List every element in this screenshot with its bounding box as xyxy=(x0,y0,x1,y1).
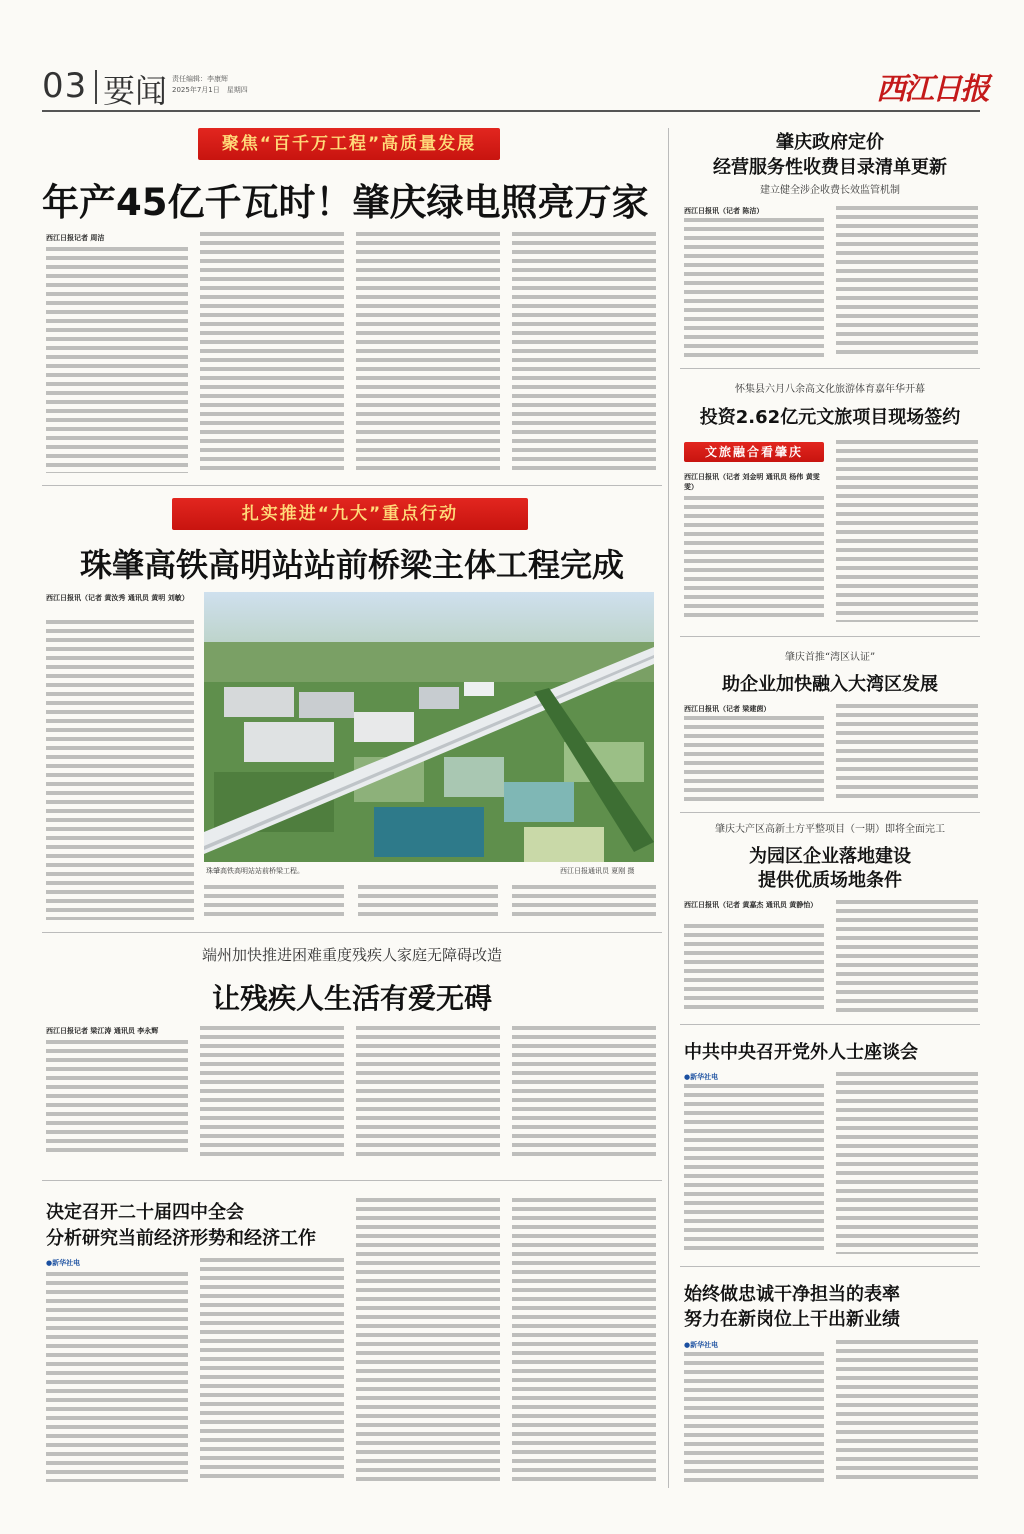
article4-title-line2[interactable]: 分析研究当前经济形势和经济工作 xyxy=(46,1228,316,1249)
newspaper-logo: 西江日报 xyxy=(876,72,988,107)
section-rule xyxy=(680,1024,980,1025)
article1-body-col1 xyxy=(46,247,188,473)
article1-body-col2 xyxy=(200,232,344,473)
side3-title[interactable]: 助企业加快融入大湾区发展 xyxy=(722,674,938,695)
side5-body-col2 xyxy=(836,1072,978,1254)
side5-body-col1 xyxy=(684,1084,824,1254)
article3-body-col1 xyxy=(46,1040,188,1156)
side3-body-col1 xyxy=(684,716,824,802)
article2-byline: 西江日报讯（记者 黄汝秀 通讯员 黄明 刘敏） xyxy=(46,594,189,602)
article1-body-col3 xyxy=(356,232,500,473)
section-rule xyxy=(680,368,980,369)
side2-kicker: 怀集县六月八余高文化旅游体育嘉年华开幕 xyxy=(735,384,925,395)
masthead-divider xyxy=(95,70,97,104)
page-number: 03 xyxy=(42,66,88,106)
article2-banner: 扎实推进“九大”重点行动 xyxy=(172,498,528,530)
side2-body-col1 xyxy=(684,496,824,622)
side4-byline: 西江日报讯（记者 黄嘉杰 通讯员 黄静怡） xyxy=(684,901,818,909)
side4-body-col1 xyxy=(684,924,824,1014)
article2-body-col3 xyxy=(358,885,498,921)
section-rule xyxy=(42,932,662,933)
side1-subtitle: 建立健全涉企收费长效监管机制 xyxy=(760,185,900,196)
side6-body-col1 xyxy=(684,1352,824,1484)
side6-byline: ●新华社电 xyxy=(684,1341,719,1349)
side5-byline: ●新华社电 xyxy=(684,1073,719,1081)
article4-byline: ●新华社电 xyxy=(46,1259,81,1267)
side1-body-col1 xyxy=(684,218,824,358)
section-rule xyxy=(680,636,980,637)
article3-body-col4 xyxy=(512,1026,656,1156)
article4-title-line1[interactable]: 决定召开二十届四中全会 xyxy=(46,1202,244,1223)
article3-kicker: 端州加快推进困难重度残疾人家庭无障碍改造 xyxy=(201,946,502,964)
side3-kicker: 肇庆首推“湾区认证” xyxy=(784,652,876,663)
side6-title-line2[interactable]: 努力在新岗位上干出新业绩 xyxy=(684,1309,900,1330)
masthead-info xyxy=(172,74,248,96)
side4-kicker: 肇庆大产区高新土方平整项目（一期）即将全面完工 xyxy=(715,824,945,835)
side1-byline: 西江日报讯（记者 陈洁） xyxy=(684,207,764,215)
article1-byline: 西江日报记者 周洁 xyxy=(46,234,105,242)
column-divider xyxy=(668,128,669,1488)
side6-title-line1[interactable]: 始终做忠诚干净担当的表率 xyxy=(684,1284,900,1305)
article2-body-col1 xyxy=(46,620,194,920)
side3-body-col2 xyxy=(836,704,978,802)
article4-body-col4 xyxy=(512,1198,656,1482)
side1-title-line1[interactable]: 肇庆政府定价 xyxy=(776,132,884,153)
section-name: 要闻 xyxy=(103,72,168,110)
article2-title[interactable]: 珠肇高铁高明站站前桥梁主体工程完成 xyxy=(79,546,624,584)
side5-title[interactable]: 中共中央召开党外人士座谈会 xyxy=(684,1042,918,1063)
masthead-editors: 责任编辑：李康辉 xyxy=(172,75,228,83)
side2-body-col2 xyxy=(836,440,978,622)
side2-title[interactable]: 投资2.62亿元文旅项目现场签约 xyxy=(699,407,961,428)
article1-body-col4 xyxy=(512,232,656,473)
article3-title[interactable]: 让残疾人生活有爱无碍 xyxy=(211,982,492,1015)
side4-title-line2[interactable]: 提供优质场地条件 xyxy=(758,870,902,891)
side4-body-col2 xyxy=(836,900,978,1014)
side4-title-line1[interactable]: 为园区企业落地建设 xyxy=(749,846,911,867)
article2-body-col2 xyxy=(204,885,344,921)
aerial-photo-image xyxy=(204,592,654,862)
masthead-date: 2025年7月1日 星期四 xyxy=(172,86,248,94)
side1-body-col2 xyxy=(836,206,978,358)
article3-byline: 西江日报记者 梁江涛 通讯员 李永辉 xyxy=(46,1027,159,1035)
masthead-rule xyxy=(42,110,980,112)
section-rule xyxy=(42,485,662,486)
side2-label: 文旅融合看肇庆 xyxy=(684,442,824,462)
article4-body-col2 xyxy=(200,1258,344,1482)
article3-body-col2 xyxy=(200,1026,344,1156)
article4-body-col1 xyxy=(46,1272,188,1482)
article1-title[interactable]: 年产45亿千瓦时！肇庆绿电照亮万家 xyxy=(42,181,649,224)
side1-title-line2[interactable]: 经营服务性收费目录清单更新 xyxy=(713,157,947,178)
section-rule xyxy=(680,1266,980,1267)
side2-byline: 西江日报讯（记者 刘金明 通讯员 杨伟 黄雯雯） xyxy=(684,473,820,491)
side3-byline: 西江日报讯（记者 梁建茵） xyxy=(684,705,771,713)
section-rule xyxy=(42,1180,662,1181)
article2-body-col4 xyxy=(512,885,656,921)
side6-body-col2 xyxy=(836,1340,978,1484)
article2-photo-credit: 西江日报通讯员 夏刚 摄 xyxy=(560,867,635,875)
article3-body-col3 xyxy=(356,1026,500,1156)
article4-body-col3 xyxy=(356,1198,500,1482)
article2-photo[interactable] xyxy=(204,592,654,862)
article2-photo-caption: 珠肇高铁高明站站前桥梁工程。 xyxy=(206,867,304,875)
section-rule xyxy=(680,812,980,813)
article1-banner: 聚焦“百千万工程”高质量发展 xyxy=(198,128,500,160)
